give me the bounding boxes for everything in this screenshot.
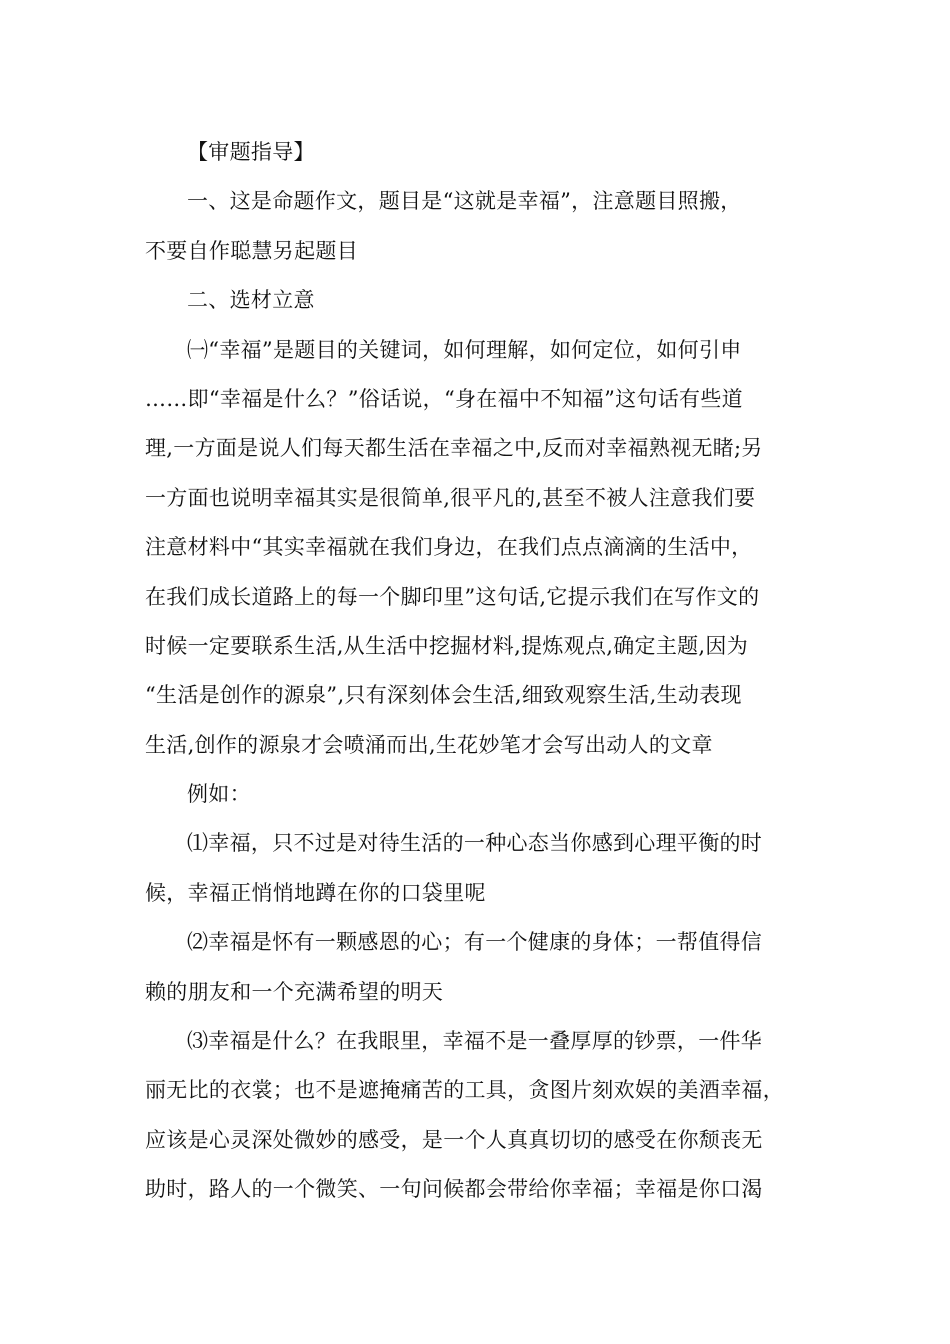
text-line: 候，幸福正悄悄地蹲在你的口袋里呢 xyxy=(145,880,486,905)
text-line: 丽无比的衣裳；也不是遮掩痛苦的工具，贪图片刻欢娱的美酒幸福， xyxy=(145,1078,784,1103)
text-line: 一、这是命题作文，题目是“这就是幸福”，注意题目照搬， xyxy=(187,189,742,214)
text-line: ⑶幸福是什么？在我眼里，幸福不是一叠厚厚的钞票，一件华 xyxy=(187,1029,763,1054)
text-line: 助时，路人的一个微笑、一句问候都会带给你幸福；幸福是你口渴 xyxy=(145,1177,763,1202)
text-line: 注意材料中“其实幸福就在我们身边，在我们点点滴滴的生活中， xyxy=(145,535,753,560)
text-line: ⑴幸福，只不过是对待生活的一种心态当你感到心理平衡的时 xyxy=(187,831,763,856)
text-line: “生活是创作的源泉”,只有深刻体会生活,细致观察生活,生动表现 xyxy=(145,683,742,708)
text-line: 赖的朋友和一个充满希望的明天 xyxy=(145,979,444,1004)
document-body xyxy=(145,128,810,1215)
text-line: ㈠“幸福”是题目的关键词，如何理解，如何定位，如何引申 xyxy=(187,337,742,362)
text-line: 二、选材立意 xyxy=(187,288,315,313)
text-line: 应该是心灵深处微妙的感受，是一个人真真切切的感受在你颓丧无 xyxy=(145,1127,763,1152)
text-line: 理,一方面是说人们每天都生活在幸福之中,反而对幸福熟视无睹;另 xyxy=(145,436,763,461)
text-line: 不要自作聪慧另起题目 xyxy=(145,238,358,263)
text-line: 【审题指导】 xyxy=(187,140,315,164)
text-line: 例如： xyxy=(187,782,251,807)
text-line: 在我们成长道路上的每一个脚印里”这句话,它提示我们在写作文的 xyxy=(145,584,760,609)
text-line: 一方面也说明幸福其实是很简单,很平凡的,甚至不被人注意我们要 xyxy=(145,485,756,510)
text-line: 生活,创作的源泉才会喷涌而出,生花妙笔才会写出动人的文章 xyxy=(145,732,713,757)
text-line: ……即“幸福是什么？”俗话说，“身在福中不知福”这句话有些道 xyxy=(145,386,743,411)
text-line: 时候一定要联系生活,从生活中挖掘材料,提炼观点,确定主题,因为 xyxy=(145,633,748,658)
text-line: ⑵幸福是怀有一颗感恩的心；有一个健康的身体；一帮值得信 xyxy=(187,930,763,955)
